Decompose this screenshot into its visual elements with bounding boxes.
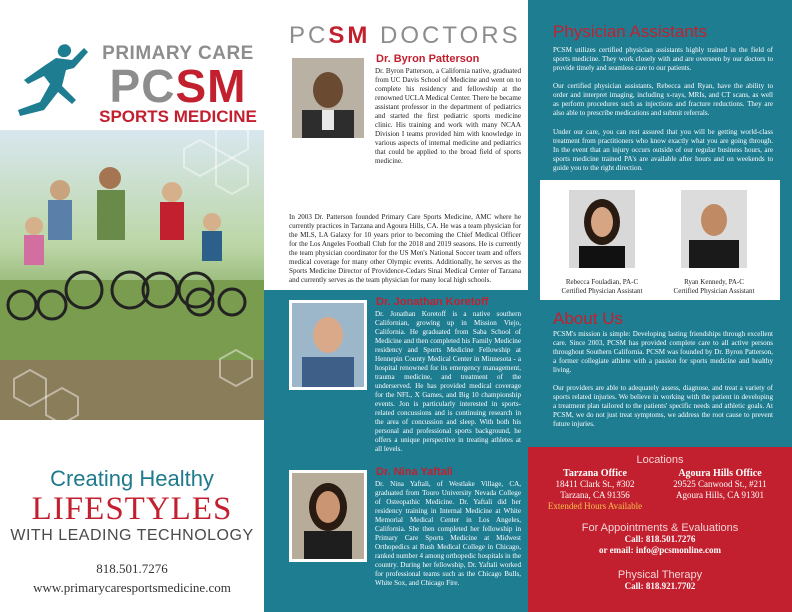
pa-p1: PCSM utilizes certified physician assistants highly trained in the field of sports medicine. They work closely with and are overseen by our doctors to provide timely and seamless care to our patients. xyxy=(553,46,773,72)
pa-heading: Physician Assistants xyxy=(553,22,708,41)
rebecca-title: Certified Physician Assistant xyxy=(561,287,643,295)
patterson-photo xyxy=(289,55,367,141)
hexagon-pattern xyxy=(0,130,264,420)
brand-line-sports-medicine: SPORTS MEDICINE xyxy=(99,107,257,126)
ryan-name: Ryan Kennedy, PA-C xyxy=(684,278,744,286)
yaftali-bio: Dr. Nina Yaftali, of Westlake Village, CA, graduated from Touro University Nevada College of Osteopathic Medicine. Dr. Yaftali did her residency training in Internal Medicine at White Memorial Medical Center in Los Angeles, California. She then completed her fellowship in Primary Care Sports Medicine at Midwest Orthopedics at Rush Medical College in Chicago, ranked number 4 among orthopedic hospitals in the country. During her fellowship, Dr. Yaftali worked for professional teams such as the Chicago Bulls, White Sox, and Chicago Fire. xyxy=(375,480,521,587)
doctors-heading xyxy=(289,22,521,50)
cover-phone: 818.501.7276 xyxy=(96,561,168,576)
cover-website: www.primarycaresportsmedicine.com xyxy=(33,580,231,595)
pa-p3: Under our care, you can rest assured that you will be getting world-class treatment from practitioners who know exactly what you are going through. In the event that an injury occurs outside of our regular business hours, are sports medicine trained PA's are available after hours and on weekends to guide you to the right direction. xyxy=(553,128,773,172)
brand-logo xyxy=(98,44,258,126)
locations-heading-text: Locations xyxy=(636,454,684,466)
tagline-line2: LIFESTYLES xyxy=(31,491,233,527)
agoura-addr1: 29525 Canwood St., #211 xyxy=(673,479,767,489)
yaftali-photo xyxy=(289,470,367,562)
locations-heading xyxy=(528,455,792,466)
pt-call: Call: 818.921.7702 xyxy=(624,581,696,591)
yaftali-name: Dr. Nina Yaftali xyxy=(376,466,453,478)
rebecca-caption xyxy=(547,278,657,296)
brand-line-primary-care: PRIMARY CARE xyxy=(102,43,254,64)
doctors-heading-rest: DOCTORS xyxy=(370,22,521,49)
appt-heading: For Appointments & Evaluations xyxy=(581,522,739,534)
patterson-bio-p1: Dr. Byron Patterson, a California native, graduated from UC Davis School of Medicine and went on to complete his residency and fellowship at the renowned UCLA Medical Center. There he became assistant professor in the department of pediatrics and started the first pediatric sports medicine clinic. His training and work with many NCAA Division I teams provided him with knowledge in various aspects of internal medicine and pediatrics that could be applied to the broad field of sports medicine. xyxy=(375,67,521,165)
brand-line-pcsm xyxy=(98,60,258,112)
about-heading: About Us xyxy=(553,309,623,328)
brand-pc: PC xyxy=(109,60,176,112)
ryan-caption xyxy=(659,278,769,296)
rebecca-name: Rebecca Fouladian, PA-C xyxy=(565,278,639,286)
cover-tagline xyxy=(0,466,264,546)
about-p1: PCSM's mission is simple: Developing lasting friendships through excellent care. Since 2003, PCSM has provided complete care to all active persons throughout Southern California. PCSM was founded by Dr. Byron Patterson, a former collegiate athlete with a passion for sports medicine and healthy living. xyxy=(553,330,773,374)
patterson-name: Dr. Byron Patterson xyxy=(376,53,480,65)
koretoff-bio: Dr. Jonathan Koretoff is a native southern Californian, growing up in Mission Viejo, California. He graduated from Saba School of Medicine and then completed his Family Medicine residency and Sports Medicine Fellowship at Hennepin County Medical Center in Minnesota - a hospital renowned for its emergency management, trauma medicine, and treatment of the underserved. He has provided medical coverage for the NFL, X Games, and Big 10 championship events. Jon is particularly interested in sports-related concussions and is continuing research in the area of concussion and sleep. With both his personal and professional sports background, he offers a unique perspective in treating athletes at all levels. xyxy=(375,310,521,453)
tarzana-addr2: Tarzana, CA 91356 xyxy=(560,490,630,500)
about-p2: Our providers are able to adequately assess, diagnose, and treat a variety of sports related injuries. We believe in working with the patient in developing a treatment plan tailored to the patients' specific needs and athletic goals. At PCSM, we do not just treat symptoms, we address the root cause to prevent future injuries. xyxy=(553,384,773,428)
agoura-office xyxy=(660,468,780,501)
pt-heading: Physical Therapy xyxy=(617,569,703,581)
agoura-title: Agoura Hills Office xyxy=(678,468,762,479)
koretoff-photo xyxy=(289,300,367,390)
tarzana-note: Extended Hours Available xyxy=(547,501,643,511)
patterson-bio-top xyxy=(375,67,521,175)
appointments xyxy=(528,523,792,556)
ryan-photo xyxy=(681,190,747,268)
tarzana-addr1: 18411 Clark St., #302 xyxy=(555,479,635,489)
runner-logo-icon xyxy=(14,40,94,124)
pa-p2: Our certified physician assistants, Rebecca and Ryan, have the ability to order and interpret imaging, including x-rays, MRIs, and CT scans, as well as perform procedures such as injections and fracture reductions. They are also able to prescribe medications and submit referrals. xyxy=(553,82,773,117)
doctors-heading-sm: SM xyxy=(328,22,371,49)
ryan-title: Certified Physician Assistant xyxy=(673,287,755,295)
patterson-bio-p2: In 2003 Dr. Patterson founded Primary Care Sports Medicine, AMC where he currently practices in Tarzana and Agoura Hills, CA. He was a team physician for the MLS, LA Galaxy for 10 years prior to becoming the Chief Medical Officer for the Los Angeles Football Club for the 2018 and 2019 seasons. He is currently the team physician coordinator for the US Men's National Soccer team and offers medical coverage for many other Olympic events. Additionally, he serves as the Sports Medicine Director of Providence-Cedars Sinai Medical Center of Tarzana and currently serves as the team physician for many local high schools. xyxy=(289,213,521,284)
appt-email[interactable]: or email: info@pcsmonline.com xyxy=(599,545,721,555)
koretoff-name: Dr. Jonathan Koretoff xyxy=(376,296,489,308)
rebecca-photo xyxy=(569,190,635,268)
appt-call: Call: 818.501.7276 xyxy=(624,534,696,544)
physical-therapy xyxy=(528,570,792,592)
tagline-line1: Creating Healthy xyxy=(50,466,214,491)
brand-sm: SM xyxy=(175,60,247,112)
tagline-line3: WITH LEADING TECHNOLOGY xyxy=(10,527,254,544)
agoura-addr2: Agoura Hills, CA 91301 xyxy=(675,490,764,500)
tarzana-title: Tarzana Office xyxy=(563,468,627,479)
doctors-heading-pc: PC xyxy=(289,22,329,49)
tarzana-office xyxy=(540,468,650,512)
